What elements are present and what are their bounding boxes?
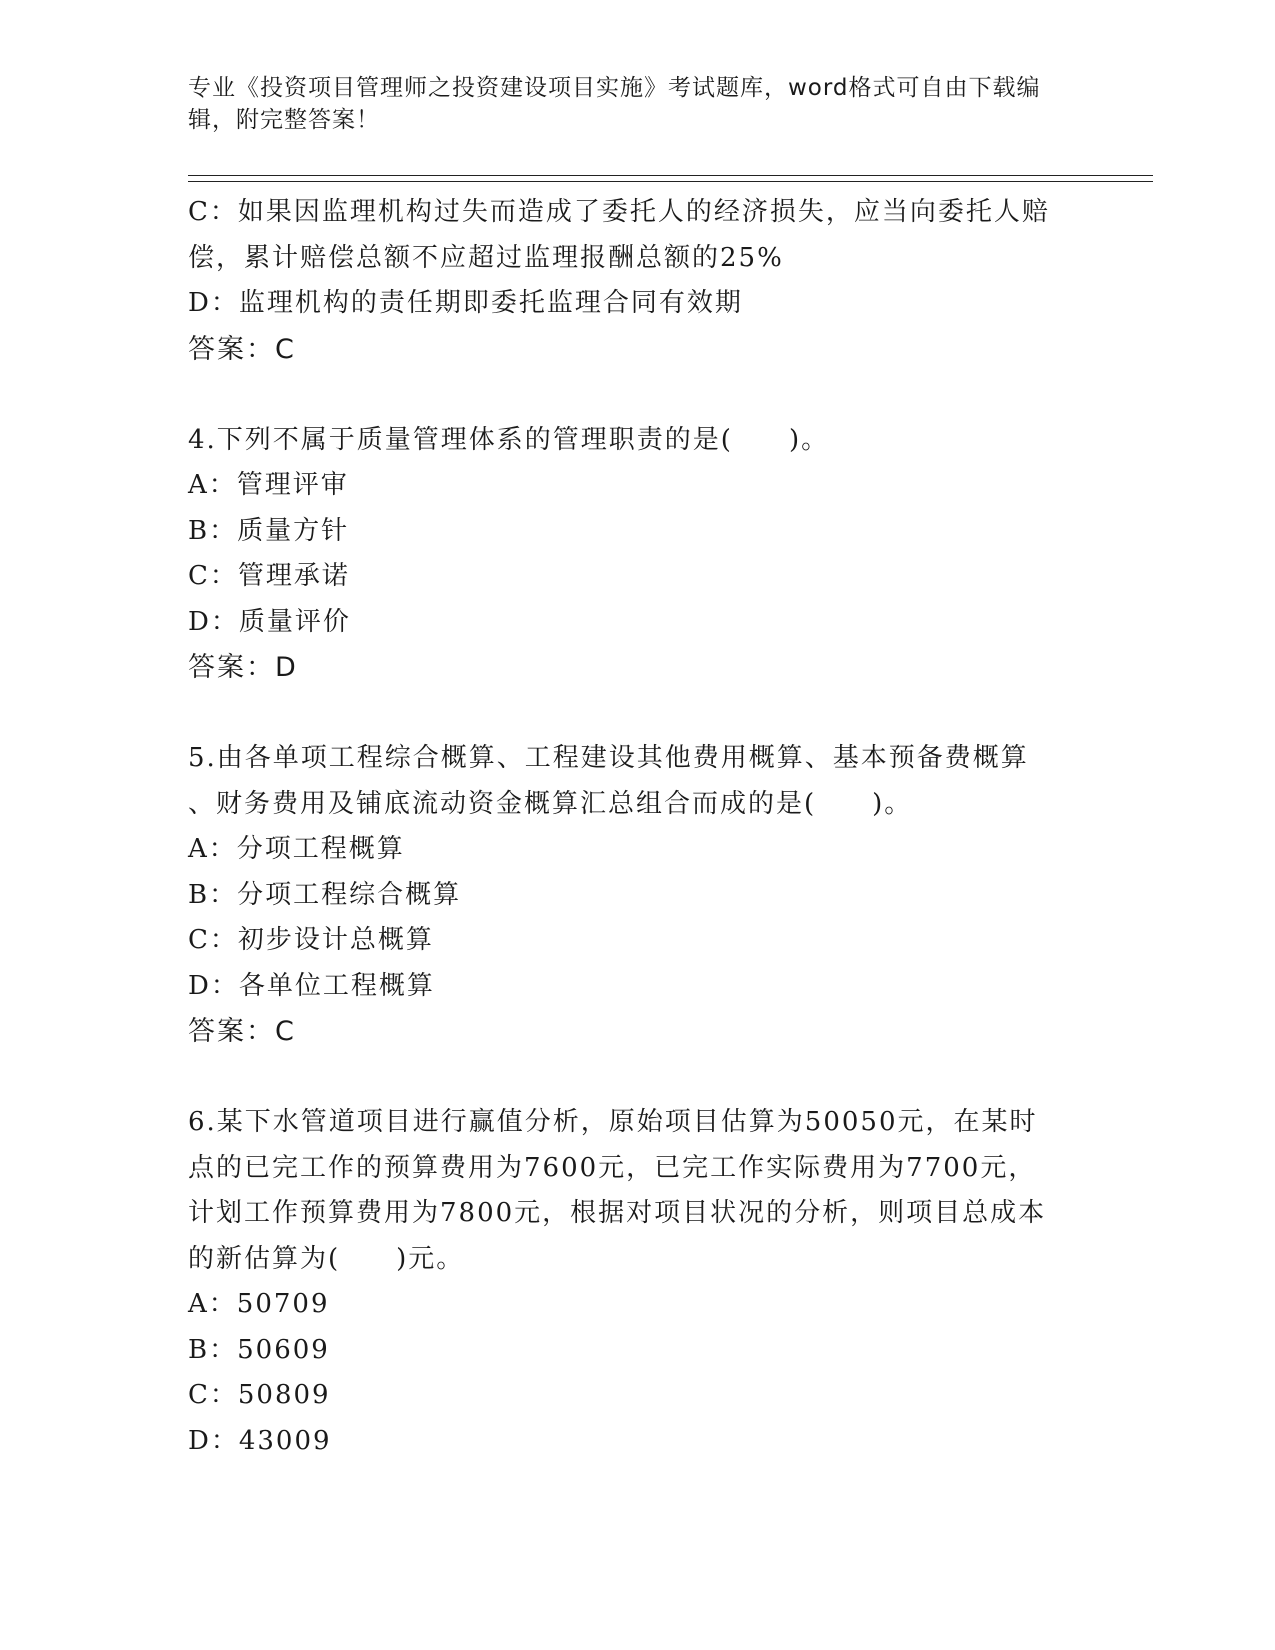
q4-option-d: D：质量评价 xyxy=(188,606,351,637)
q3-answer: 答案：C xyxy=(188,333,296,365)
q3-option-d: D：监理机构的责任期即委托监理合同有效期 xyxy=(188,288,743,318)
q3-option-c-line-2: 偿，累计赔偿总额不应超过监理报酬总额的25% xyxy=(188,242,784,273)
q5-answer: 答案：C xyxy=(188,1016,296,1047)
header-divider-bottom xyxy=(188,181,1153,182)
q6-option-c: C：50809 xyxy=(188,1380,331,1410)
spacer xyxy=(188,372,1088,418)
header-line-2: 辑，附完整答案！ xyxy=(188,107,380,133)
question-content xyxy=(188,190,1088,1464)
q5-stem-line-1: 5.由各单项工程综合概算、工程建设其他费用概算、基本预备费概算 xyxy=(188,743,1029,773)
q6-stem-line-2: 点的已完工作的预算费用为7600元，已完工作实际费用为7700元， xyxy=(188,1152,1037,1183)
q4-option-a: A：管理评审 xyxy=(188,470,349,500)
q5-option-a: A：分项工程概算 xyxy=(188,834,405,864)
q6-option-d: D：43009 xyxy=(188,1425,332,1456)
spacer xyxy=(188,1055,1088,1101)
q4-option-b: B：质量方针 xyxy=(188,515,350,546)
q5-option-c: C：初步设计总概算 xyxy=(188,925,434,955)
q5-option-b: B：分项工程综合概算 xyxy=(188,879,462,910)
header-divider-top xyxy=(188,175,1153,176)
q4-stem: 4.下列不属于质量管理体系的管理职责的是( )。 xyxy=(188,424,830,455)
q6-stem-line-4: 的新估算为( )元。 xyxy=(188,1243,465,1274)
q6-option-b: B：50609 xyxy=(188,1334,330,1365)
q4-option-c: C：管理承诺 xyxy=(188,561,350,591)
q6-stem-line-3: 计划工作预算费用为7800元，根据对项目状况的分析，则项目总成本 xyxy=(188,1198,1047,1228)
header-line-1: 专业《投资项目管理师之投资建设项目实施》考试题库，word格式可自由下载编 xyxy=(188,75,1041,101)
document-header xyxy=(188,72,1078,136)
q4-answer: 答案：D xyxy=(188,652,298,683)
q6-stem-line-1: 6.某下水管道项目进行赢值分析，原始项目估算为50050元，在某时 xyxy=(188,1107,1038,1137)
q5-stem-line-2: 、财务费用及铺底流动资金概算汇总组合而成的是( )。 xyxy=(188,788,913,819)
spacer xyxy=(188,691,1088,737)
q5-option-d: D：各单位工程概算 xyxy=(188,970,435,1001)
q6-option-a: A：50709 xyxy=(188,1289,330,1319)
q3-option-c-line-1: C：如果因监理机构过失而造成了委托人的经济损失，应当向委托人赔 xyxy=(188,197,1050,227)
